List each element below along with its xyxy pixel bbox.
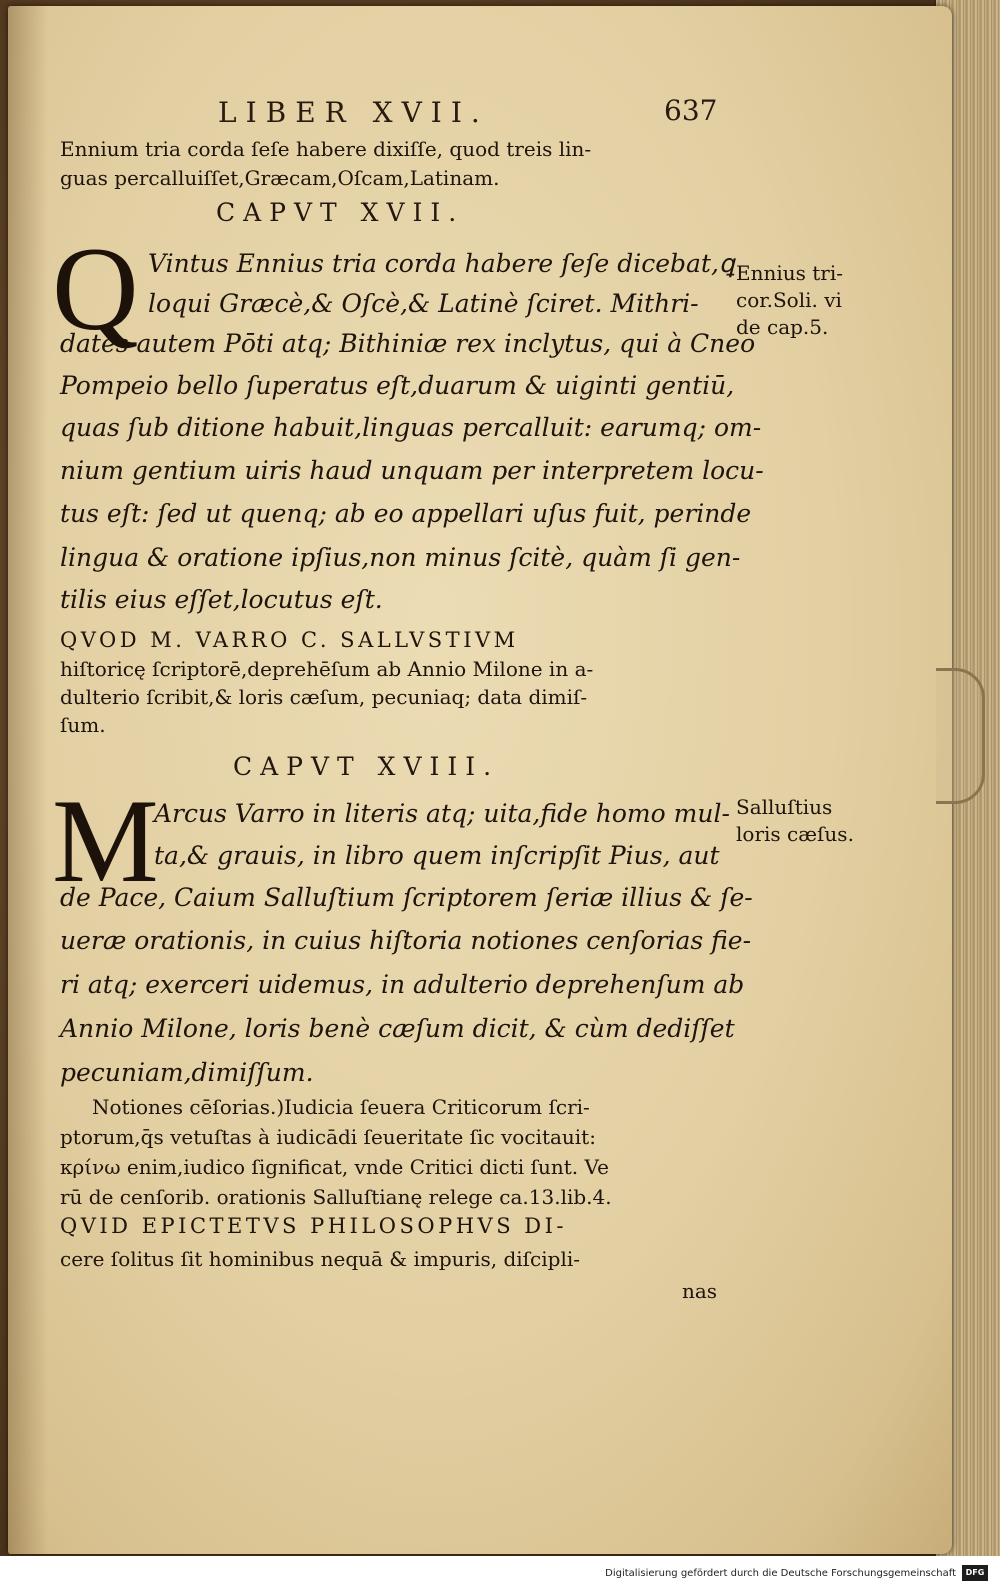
chapter-18-line: de Pace, Caium Salluſtium ſcriptorem ſeriæ illius & ſe- (60, 883, 753, 912)
summary-18-line: dulterio ſcribit,& loris cæſum, pecuniaq; data dimiſ- (60, 685, 588, 709)
margin-note-line: Ennius tri- (736, 261, 844, 285)
page-gutter-shadow (8, 6, 48, 1554)
book-clasp (936, 668, 985, 804)
margin-note-line: de cap.5. (736, 315, 829, 339)
commentary-line: κρίνω enim,iudico ſignificat, vnde Critici dicti ſunt. Ve (60, 1155, 609, 1179)
dfg-logo-icon: DFG (962, 1565, 988, 1581)
summary-19-heading: QVID EPICTETVS PHILOSOPHVS DI- (60, 1214, 567, 1238)
chapter-17-line: lingua & oratione ipſius,non minus ſcitè, quàm ſi gen- (60, 543, 741, 572)
chapter-18-line: ueræ orationis, in cuius hiſtoria notiones cenſorias fie- (60, 926, 752, 955)
summary-19-line: cere ſolitus ſit hominibus nequā & impuris, diſcipli- (60, 1247, 580, 1271)
chapter-18-line: Annio Milone, loris benè cæſum dicit, & cùm dediſſet (60, 1014, 735, 1043)
chapter-17-line: quas ſub ditione habuit,linguas percalluit: earumq; om- (60, 413, 762, 442)
chapter-17-line: dates autem Pōti atq; Bithiniæ rex inclytus, qui à Cneo (60, 329, 756, 358)
intro-line: Ennium tria corda ſeſe habere dixiſſe, quod treis lin- (60, 137, 592, 161)
margin-note-line: loris cæſus. (736, 822, 854, 846)
chapter-18-title: CAPVT XVIII. (233, 752, 500, 781)
chapter-17-line: tilis eius eſſet,locutus eſt. (60, 585, 383, 614)
commentary-line: rū de cenſorib. orationis Salluſtianę relege ca.13.lib.4. (60, 1185, 612, 1209)
chapter-17-title: CAPVT XVII. (216, 198, 465, 227)
chapter-18-line: pecuniam,dimiſſum. (60, 1058, 314, 1087)
chapter-17-line: tus eſt: ſed ut quenq; ab eo appellari uſus fuit, perinde (60, 499, 752, 528)
summary-18-line: hiſtoricę ſcriptorē,deprehēſum ab Annio Milone in a- (60, 657, 594, 681)
chapter-17-line: nium gentium uiris haud unquam per interpretem locu- (60, 456, 764, 485)
book-page (8, 6, 952, 1554)
chapter-18-line: ri atq; exerceri uidemus, in adulterio deprehenſum ab (60, 970, 745, 999)
chapter-17-line: Pompeio bello ſuperatus eſt,duarum & uiginti gentiū, (60, 371, 735, 400)
summary-18-heading: QVOD M. VARRO C. SALLVSTIVM (60, 628, 519, 652)
running-title: LIBER XVII. (218, 96, 489, 129)
commentary-line: ptorum,q̄s vetuſtas à iudicādi ſeueritate ſic vocitauit: (60, 1125, 596, 1149)
commentary-line: Notiones cēſorias.)Iudicia ſeuera Criticorum ſcri- (92, 1095, 590, 1119)
dfg-credit-text: Digitalisierung gefördert durch die Deutsche Forschungsgemeinschaft (605, 1568, 956, 1579)
chapter-18-line: ta,& grauis, in libro quem inſcripſit Pius, aut (154, 841, 720, 870)
margin-note-ennius (736, 260, 843, 341)
chapter-17-line: loqui Græcè,& Oſcè,& Latinè ſciret. Mithri- (148, 289, 699, 318)
chapter-18-line: Arcus Varro in literis atq; uita,fide homo mul- (154, 799, 730, 828)
folio-number: 637 (664, 94, 718, 127)
intro-line: guas percalluiſſet,Græcam,Oſcam,Latinam. (60, 166, 500, 190)
dropcap-q: Q (52, 222, 139, 355)
margin-note-line: cor.Soli. vi (736, 288, 842, 312)
margin-note-sallustius (736, 794, 854, 848)
chapter-17-line: Vintus Ennius tria corda habere ſeſe dicebat,ꝗ (148, 249, 735, 278)
catchword: nas (682, 1279, 718, 1303)
margin-note-line: Salluſtius (736, 795, 833, 819)
dropcap-m: M (52, 774, 159, 907)
summary-18-line: ſum. (60, 713, 106, 737)
